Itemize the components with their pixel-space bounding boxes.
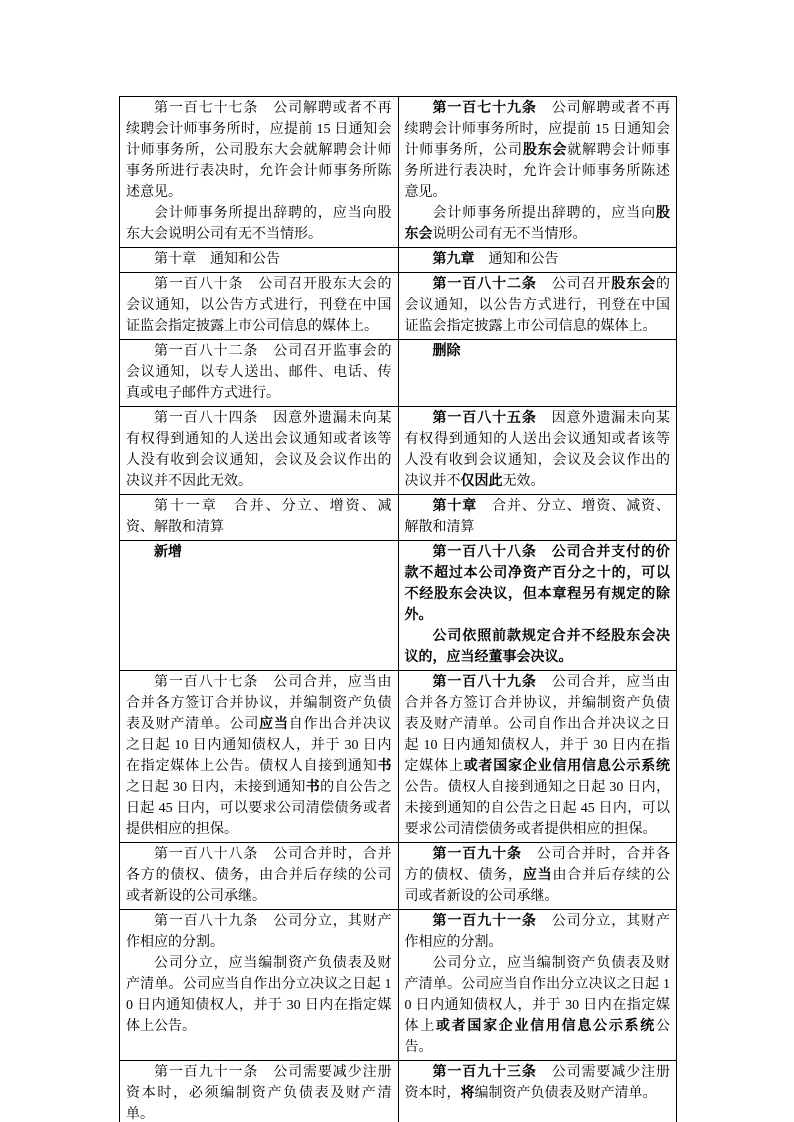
table-row xyxy=(120,910,677,1061)
text-run: 的会议通知，以公告方式进行，刊登在中国证监会指定披露上市公司信息的媒体上。 xyxy=(404,277,671,334)
paragraph xyxy=(126,408,392,492)
new-version-cell xyxy=(398,97,677,248)
old-version-cell xyxy=(120,495,399,541)
text-run: 公司需要减少注册资本时， xyxy=(404,1065,671,1101)
text-run: 公司召开 xyxy=(536,277,612,292)
new-version-cell xyxy=(398,671,677,843)
new-version-cell xyxy=(398,843,677,910)
text-run: 第一百八十条 公司召开股东大会的会议通知，以公告方式进行，刊登在中国证监会指定披露上市公司信息的媒体上。 xyxy=(126,277,392,334)
text-run: 第一百七十七条 公司解聘或者不再续聘会计师事务所时，应提前 15 日通知会计师事务所，公司股东大会就解聘会计师事务所进行表决时，允许会计师事务所陈述意见。 xyxy=(126,101,392,200)
old-version-cell xyxy=(120,910,399,1061)
text-run: 第一百八十七条 公司合并，应当由合并各方签订合并协议，并编制资产负债表及财产清单。公司 xyxy=(126,675,392,732)
changed-text: 第一百八十二条 xyxy=(432,277,537,292)
old-version-cell xyxy=(120,340,399,407)
paragraph xyxy=(405,98,671,203)
table-row xyxy=(120,340,677,407)
changed-text: 第一百八十五条 xyxy=(432,411,537,426)
paragraph xyxy=(126,542,392,563)
text-run: 第十章 通知和公告 xyxy=(154,252,280,267)
text-run: 第十一章 合并、分立、增资、减资、解散和清算 xyxy=(126,499,392,535)
paragraph xyxy=(126,953,392,1037)
changed-text: 公司依照前款规定合并不经股东会决议的，应当经董事会决议。 xyxy=(404,629,670,665)
table-row xyxy=(120,407,677,495)
new-version-cell xyxy=(398,407,677,495)
paragraph xyxy=(405,911,671,953)
changed-text: 第一百九十一条 xyxy=(432,914,537,929)
paragraph xyxy=(126,911,392,953)
table-row xyxy=(120,541,677,671)
paragraph xyxy=(405,274,671,337)
text-run: 说明公司有无不当情形。 xyxy=(432,227,587,242)
paragraph xyxy=(126,249,392,270)
changed-text: 将 xyxy=(460,1086,475,1101)
text-run: 公告。 xyxy=(404,1019,670,1055)
changed-text: 新增 xyxy=(154,545,182,560)
text-run: 就解聘会计师事务所进行表决时，允许会计师事务所陈述意见。 xyxy=(404,143,671,200)
paragraph xyxy=(126,203,392,245)
new-version-cell xyxy=(398,340,677,407)
text-run: 第一百九十一条 公司需要减少注册资本时，必须编制资产负债表及财产清单。 xyxy=(126,1065,392,1122)
text-run: 自作出合并决议之日起 10 日内通知债权人，并于 30 日内在指定媒体上公告。债权人自接到通知 xyxy=(126,717,392,774)
text-run: 通知和公告 xyxy=(474,252,559,267)
paragraph xyxy=(405,1062,671,1104)
text-run: 合并、分立、增资、减资、解散和清算 xyxy=(404,499,671,535)
old-version-cell xyxy=(120,273,399,340)
table-row xyxy=(120,1061,677,1122)
changed-text: 删除 xyxy=(432,344,461,359)
paragraph xyxy=(405,844,671,907)
old-version-cell xyxy=(120,843,399,910)
text-run: 第一百八十四条 因意外遗漏未向某有权得到通知的人送出会议通知或者该等人没有收到会议通知，会议及会议作出的决议并不因此无效。 xyxy=(126,411,392,489)
changed-text: 第十章 xyxy=(432,499,478,514)
new-version-cell xyxy=(398,910,677,1061)
paragraph xyxy=(126,341,392,404)
text-run: 会计师事务所提出辞聘的，应当向 xyxy=(432,206,656,221)
text-run: 公司分立，应当编制资产负债表及财产清单。公司应当自作出分立决议之日起 10 日内通知债权人，并于 30 日内在指定媒体上 xyxy=(404,956,670,1034)
table-row xyxy=(120,97,677,248)
paragraph xyxy=(126,496,392,538)
old-version-cell xyxy=(120,541,399,671)
changed-text: 应当 xyxy=(522,868,553,883)
changed-text: 第一百八十九条 xyxy=(432,675,537,690)
paragraph xyxy=(126,98,392,203)
text-run: 因意外遗漏未向某有权得到通知的人送出会议通知或者该等人没有收到会议通知，会议及会议作出的决议并不 xyxy=(404,411,671,489)
new-version-cell xyxy=(398,248,677,273)
text-run: 会计师事务所提出辞聘的，应当向股东大会说明公司有无不当情形。 xyxy=(126,206,392,242)
changed-text: 第九章 xyxy=(432,252,475,267)
comparison-table-body xyxy=(120,97,677,1122)
old-version-cell xyxy=(120,97,399,248)
text-run: 之日起 30 日内，未接到通知 xyxy=(126,780,306,795)
new-version-cell xyxy=(398,273,677,340)
old-version-cell xyxy=(120,671,399,843)
changed-text: 第一百七十九条 xyxy=(432,101,537,116)
paragraph xyxy=(126,844,392,907)
paragraph xyxy=(405,672,671,840)
old-version-cell xyxy=(120,407,399,495)
paragraph xyxy=(405,496,671,538)
paragraph xyxy=(405,203,671,245)
paragraph xyxy=(405,542,671,626)
table-row xyxy=(120,495,677,541)
paragraph xyxy=(126,672,392,840)
table-row xyxy=(120,671,677,843)
table-row xyxy=(120,843,677,910)
changed-text: 书 xyxy=(377,759,392,774)
text-run: 公司合并，应当由合并各方签订合并协议，并编制资产负债表及财产清单。公司自作出合并决议之日起 10 日内通知债权人，并于 30 日内在指定媒体上 xyxy=(404,675,671,774)
text-run: 公告。债权人自接到通知之日起 30 日内，未接到通知的自公告之日起 45 日内，可以要求公司清偿债务或者提供相应的担保。 xyxy=(404,780,670,837)
text-run: 公司解聘或者不再续聘会计师事务所时，应提前 15 日通知会计师事务所，公司 xyxy=(404,101,671,158)
text-run: 由合并后存续的公司或者新设的公司承继。 xyxy=(404,868,671,904)
text-run: 编制资产负债表及财产清单。 xyxy=(474,1086,657,1101)
old-version-cell xyxy=(120,1061,399,1122)
changed-text: 或者国家企业信用信息公示系统 xyxy=(435,1019,656,1034)
text-run: 公司合并时，合并各方的债权、债务， xyxy=(404,847,671,883)
new-version-cell xyxy=(398,495,677,541)
changed-text: 股东会 xyxy=(611,277,657,292)
text-run: 无效。 xyxy=(502,474,545,489)
text-run: 公司分立，应当编制资产负债表及财产清单。公司应当自作出分立决议之日起 10 日内通知债权人，并于 30 日内在指定媒体上公告。 xyxy=(126,956,392,1034)
changed-text: 第一百八十八条 公司合并支付的价款不超过本公司净资产百分之十的，可以不经股东会决议，但本章程另有规定的除外。 xyxy=(404,545,670,623)
paragraph xyxy=(126,274,392,337)
text-run: 公司分立，其财产作相应的分割。 xyxy=(404,914,671,950)
changed-text: 仅因此 xyxy=(460,474,503,489)
paragraph xyxy=(405,626,671,668)
changed-text: 股东会 xyxy=(522,143,568,158)
text-run: 第一百八十九条 公司分立，其财产作相应的分割。 xyxy=(126,914,392,950)
paragraph xyxy=(405,408,671,492)
old-version-cell xyxy=(120,248,399,273)
changed-text: 股东会 xyxy=(404,206,670,242)
changed-text: 书 xyxy=(305,780,321,795)
text-run: 的自公告之日起 45 日内，可以要求公司清偿债务或者提供相应的担保。 xyxy=(126,780,392,837)
comparison-table xyxy=(119,96,677,1122)
changed-text: 应当 xyxy=(259,717,289,732)
new-version-cell xyxy=(398,541,677,671)
changed-text: 第一百九十条 xyxy=(432,847,522,862)
new-version-cell xyxy=(398,1061,677,1122)
changed-text: 或者国家企业信用信息公示系统 xyxy=(463,759,671,774)
paragraph xyxy=(405,341,671,362)
table-row xyxy=(120,273,677,340)
text-run: 第一百八十二条 公司召开监事会的会议通知，以专人送出、邮件、电话、传真或电子邮件方式进行。 xyxy=(126,344,392,401)
table-row xyxy=(120,248,677,273)
paragraph xyxy=(405,249,671,270)
paragraph xyxy=(405,953,671,1058)
changed-text: 第一百九十三条 xyxy=(432,1065,537,1080)
text-run: 第一百八十八条 公司合并时，合并各方的债权、债务，由合并后存续的公司或者新设的公司承继。 xyxy=(126,847,392,904)
paragraph xyxy=(126,1062,392,1122)
